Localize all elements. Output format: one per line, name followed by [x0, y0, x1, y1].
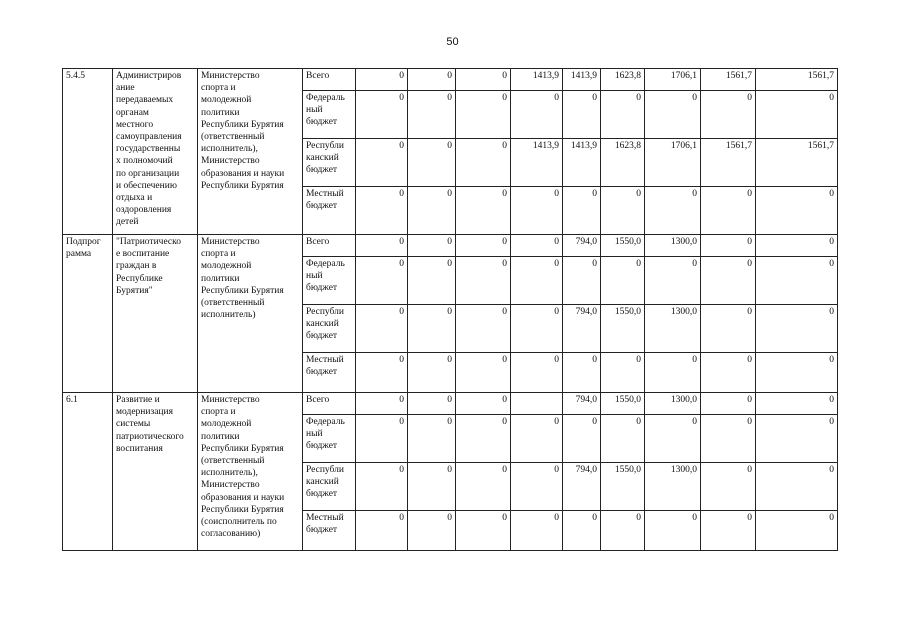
value-cell: 0: [645, 257, 701, 305]
value-cell: 0: [408, 139, 456, 187]
block-name: "Патриотическо е воспитание граждан в Республике Бурятия": [113, 235, 198, 393]
value-cell: 0: [511, 257, 563, 305]
value-cell: 0: [601, 415, 645, 463]
value-cell: 0: [645, 187, 701, 235]
value-cell: 1706,1: [645, 69, 701, 91]
value-cell: 0: [645, 353, 701, 393]
value-cell: 1300,0: [645, 235, 701, 257]
page-number: 50: [446, 36, 459, 48]
funding-source: Местный бюджет: [303, 511, 356, 551]
value-cell: 0: [456, 187, 511, 235]
value-cell: 0: [408, 257, 456, 305]
value-cell: 0: [756, 353, 838, 393]
value-cell: 794,0: [563, 393, 601, 415]
value-cell: 0: [756, 463, 838, 511]
value-cell: 1623,8: [601, 69, 645, 91]
value-cell: 0: [408, 91, 456, 139]
value-cell: 1550,0: [601, 305, 645, 353]
block-code: 6.1: [63, 393, 113, 551]
value-cell: 1300,0: [645, 305, 701, 353]
funding-source: Республи канский бюджет: [303, 305, 356, 353]
value-cell: 1706,1: [645, 139, 701, 187]
value-cell: 0: [408, 393, 456, 415]
value-cell: 1623,8: [601, 139, 645, 187]
table-row: [63, 393, 838, 415]
value-cell: 0: [701, 393, 756, 415]
value-cell: 0: [456, 91, 511, 139]
value-cell: 0: [511, 91, 563, 139]
value-cell: 1561,7: [756, 139, 838, 187]
value-cell: 0: [563, 187, 601, 235]
value-cell: 0: [511, 415, 563, 463]
value-cell: 0: [511, 305, 563, 353]
value-cell: 0: [408, 353, 456, 393]
value-cell: 1413,9: [563, 69, 601, 91]
funding-source: Всего: [303, 69, 356, 91]
value-cell: 1413,9: [563, 139, 601, 187]
table-row: [63, 69, 838, 91]
block-executor: Министерство спорта и молодежной политики Республики Бурятия (ответственный исполнитель), Министерство образования и науки Республики Бурятия: [198, 69, 303, 235]
value-cell: 1413,9: [511, 139, 563, 187]
value-cell: 0: [511, 187, 563, 235]
value-cell: 0: [756, 511, 838, 551]
value-cell: 0: [356, 393, 408, 415]
value-cell: 0: [456, 257, 511, 305]
table-body: [63, 69, 838, 551]
value-cell: 0: [408, 69, 456, 91]
value-cell: 0: [511, 511, 563, 551]
value-cell: 0: [356, 139, 408, 187]
value-cell: [511, 393, 563, 415]
block-executor: Министерство спорта и молодежной политики Республики Бурятия (ответственный исполнитель), Министерство образования и науки Республики Бурятия (соисполнитель по согласованию): [198, 393, 303, 551]
value-cell: 1561,7: [701, 69, 756, 91]
value-cell: 794,0: [563, 305, 601, 353]
value-cell: 0: [756, 415, 838, 463]
value-cell: 0: [408, 463, 456, 511]
value-cell: 0: [701, 305, 756, 353]
value-cell: 0: [645, 511, 701, 551]
funding-source: Местный бюджет: [303, 187, 356, 235]
value-cell: 0: [563, 353, 601, 393]
value-cell: 0: [408, 415, 456, 463]
value-cell: 0: [356, 463, 408, 511]
value-cell: 0: [456, 69, 511, 91]
funding-source: Федераль ный бюджет: [303, 415, 356, 463]
value-cell: 1300,0: [645, 393, 701, 415]
value-cell: 0: [756, 235, 838, 257]
funding-source: Всего: [303, 235, 356, 257]
value-cell: 0: [601, 91, 645, 139]
value-cell: 0: [456, 511, 511, 551]
value-cell: 0: [456, 235, 511, 257]
value-cell: 0: [456, 305, 511, 353]
funding-source: Федераль ный бюджет: [303, 257, 356, 305]
value-cell: 1550,0: [601, 393, 645, 415]
value-cell: 0: [356, 305, 408, 353]
value-cell: 0: [356, 353, 408, 393]
value-cell: 0: [601, 257, 645, 305]
value-cell: 0: [756, 305, 838, 353]
value-cell: 0: [756, 91, 838, 139]
value-cell: 0: [645, 91, 701, 139]
value-cell: 0: [701, 463, 756, 511]
block-code: 5.4.5: [63, 69, 113, 235]
value-cell: 0: [756, 257, 838, 305]
value-cell: 0: [456, 393, 511, 415]
value-cell: 0: [701, 511, 756, 551]
value-cell: 0: [701, 415, 756, 463]
value-cell: 1300,0: [645, 463, 701, 511]
value-cell: 0: [701, 91, 756, 139]
value-cell: 0: [601, 511, 645, 551]
value-cell: 0: [563, 511, 601, 551]
table-row: [63, 235, 838, 257]
value-cell: 0: [756, 393, 838, 415]
value-cell: 0: [701, 257, 756, 305]
value-cell: 0: [511, 463, 563, 511]
block-name: Развитие и модернизация системы патриотического воспитания: [113, 393, 198, 551]
value-cell: 0: [356, 187, 408, 235]
value-cell: 1550,0: [601, 235, 645, 257]
value-cell: 0: [701, 187, 756, 235]
value-cell: 794,0: [563, 235, 601, 257]
budget-table: [62, 68, 838, 551]
value-cell: 0: [456, 353, 511, 393]
value-cell: 0: [408, 235, 456, 257]
block-executor: Министерство спорта и молодежной политики Республики Бурятия (ответственный исполнитель): [198, 235, 303, 393]
funding-source: Республи канский бюджет: [303, 463, 356, 511]
value-cell: 1550,0: [601, 463, 645, 511]
value-cell: 0: [408, 187, 456, 235]
funding-source: Федераль ный бюджет: [303, 91, 356, 139]
value-cell: 794,0: [563, 463, 601, 511]
value-cell: 0: [356, 235, 408, 257]
value-cell: 0: [356, 257, 408, 305]
value-cell: 0: [756, 187, 838, 235]
value-cell: 1561,7: [756, 69, 838, 91]
value-cell: 0: [408, 305, 456, 353]
block-name: Администриров ание передаваемых органам местного самоуправления государственны х полномочий по организации и обеспечению отдыха и оздоровления детей: [113, 69, 198, 235]
funding-source: Местный бюджет: [303, 353, 356, 393]
value-cell: 0: [701, 353, 756, 393]
value-cell: 0: [456, 463, 511, 511]
value-cell: 0: [563, 91, 601, 139]
value-cell: 1561,7: [701, 139, 756, 187]
funding-source: Республи канский бюджет: [303, 139, 356, 187]
value-cell: 1413,9: [511, 69, 563, 91]
value-cell: 0: [701, 235, 756, 257]
value-cell: 0: [563, 257, 601, 305]
value-cell: 0: [563, 415, 601, 463]
value-cell: 0: [356, 91, 408, 139]
block-code: Подпрог рамма: [63, 235, 113, 393]
value-cell: 0: [456, 139, 511, 187]
value-cell: 0: [601, 353, 645, 393]
value-cell: 0: [601, 187, 645, 235]
value-cell: 0: [456, 415, 511, 463]
value-cell: 0: [511, 235, 563, 257]
value-cell: 0: [511, 353, 563, 393]
funding-source: Всего: [303, 393, 356, 415]
value-cell: 0: [356, 511, 408, 551]
value-cell: 0: [408, 511, 456, 551]
value-cell: 0: [356, 415, 408, 463]
value-cell: 0: [356, 69, 408, 91]
value-cell: 0: [645, 415, 701, 463]
